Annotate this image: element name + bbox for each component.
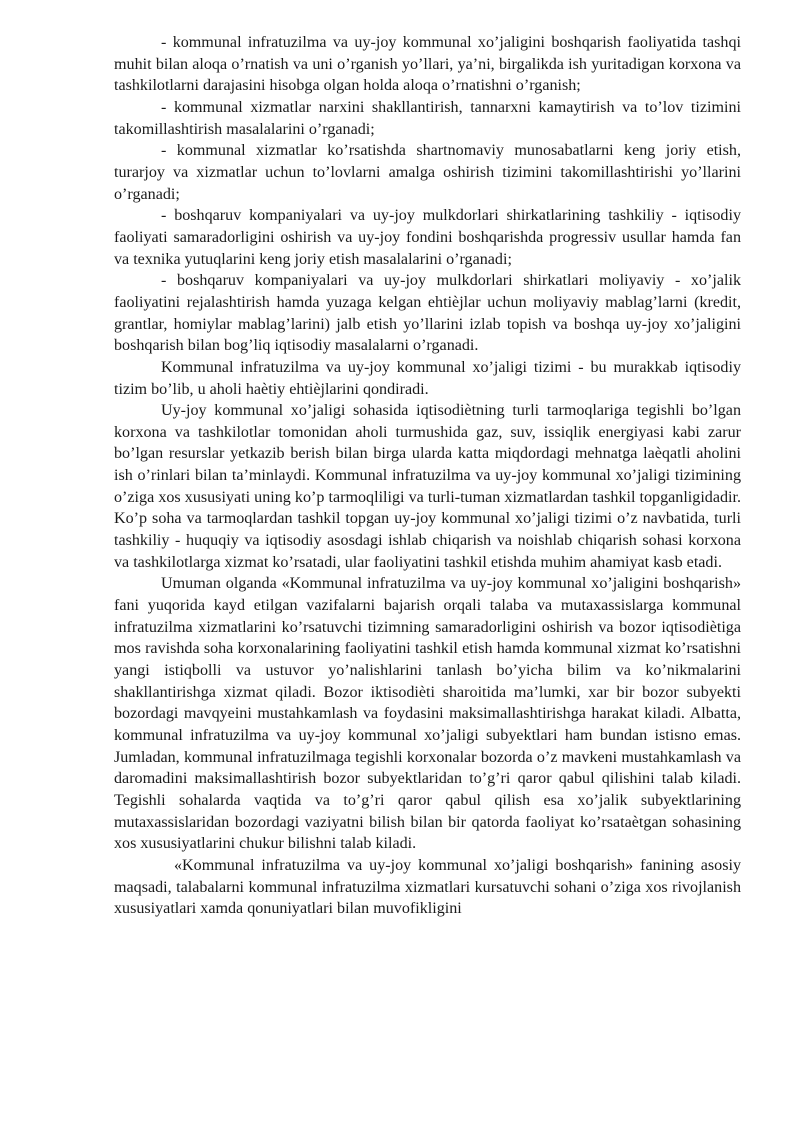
document-page — [114, 32, 741, 920]
paragraph-course-purpose: Umuman olganda «Kommunal infratuzilma va uy-joy kommunal xo’jaligini boshqarish» fani yuqorida kayd etilgan vazifalarni bajarish orqali talaba va mutaxassislarga kommunal infratuzilma xizmatlarini ko’rsatuvchi tizimning samaradorligini oshirish va bozor iqtisodiètiga mos ravishda soha korxonalarining faoliyatini tashkil etish hamda kommunal xizmat ko’rsatishni yangi istiqbolli va ustuvor yo’nalishlarini tanlash bo’yicha bilim va ko’nikmalarini shakllantirishga xizmat qiladi. Bozor iktisodièti sharoitida ma’lumki, xar bir bozor subyekti bozordagi mavqyeini mustahkamlash va foydasini maksimallashtirishga harakat kiladi. Albatta, kommunal infratuzilma va uy-joy kommunal xo’jaligi subyektlari ham bundan istisno emas. Jumladan, kommunal infratuzilmaga tegishli korxonalar bozorda o’z mavkeni mustahkamlash va daromadini maksimallashtirish bozor subyektlaridan to’g’ri qaror qabul qilishini talab kiladi. Tegishli sohalarda vaqtida va to’g’ri qaror qabul qilish esa xo’jalik subyektlarining mutaxassislaridan bozordagi vaziyatni bilish bilan bir qatorda faoliyat ko’rsataètgan sohasining xos xususiyatlarini chukur bilishni talab kiladi. — [114, 575, 741, 853]
paragraph-system-definition: Kommunal infratuzilma va uy-joy kommunal xo’jaligi tizimi - bu murakkab iqtisodiy tizim bo’lib, u aholi haètiy ehtièjlarini qondiradi. — [114, 358, 741, 398]
paragraph-sector-features: Uy-joy kommunal xo’jaligi sohasida iqtisodiètning turli tarmoqlariga tegishli bo’lgan korxona va tashkilotlar tomonidan aholi turmushida gaz, suv, issiqlik energiyasi kabi zarur bo’lgan resurslar yetkazib berish bilan birga ularda katta miqdordagi mehnatga laèqatli aholini ish o’rinlari bilan ta’minlaydi. Kommunal infratuzilma va uy-joy kommunal xo’jaligi tizimining o’ziga xos xususiyati uning ko’p tarmoqliligi va turli-tuman xizmatlardan tashkil topganligidadir. Ko’p soha va tarmoqlardan tashkil topgan uy-joy kommunal xo’jaligi tizimi o’z navbatida, turli tashkiliy - huquqiy va iqtisodiy asosdagi ishlab chiqarish va noishlab chiqarish sohasi korxona va tashkilotlarga xizmat ko’rsatadi, ular faoliyatini tashkil etishda muhim ahamiyat kasb etadi. — [114, 402, 741, 571]
paragraph-contracts: - kommunal xizmatlar ko’rsatishda shartnomaviy munosabatlarni keng joriy etish, turarjoy va xizmatlar uchun to’lovlarni amalga oshirish tizimini takomillashtirishi yo’llarini o’rganadi; — [114, 142, 741, 203]
paragraph-external-relations: - kommunal infratuzilma va uy-joy kommunal xo’jaligini boshqarish faoliyatida tashqi muhit bilan aloqa o’rnatish va uni o’rganish yo’llari, ya’ni, birgalikda ish yuritadigan korxona va tashkilotlarni darajasini hisobga olgan holda aloqa o’rnatishni o’rganish; — [114, 34, 741, 95]
paragraph-financial-planning: - boshqaruv kompaniyalari va uy-joy mulkdorlari shirkatlari moliyaviy - xo’jalik faoliyatini rejalashtirish hamda yuzaga kelgan ehtièjlar uchun moliyaviy mablag’larni (kredit, grantlar, homiylar mablag’larini) jalb etish yo’llarini izlab topish va boshqa uy-joy xo’jaligini boshqarish bilan bog’liq iqtisodiy masalalarni o’rganadi. — [114, 272, 741, 355]
paragraph-management-efficiency: - boshqaruv kompaniyalari va uy-joy mulkdorlari shirkatlarining tashkiliy - iqtisodiy faoliyati samaradorligini oshirish va uy-joy fondini boshqarishda progressiv usullar hamda fan va texnika yutuqlarini keng joriy etish masalalarini o’rganadi; — [114, 207, 741, 268]
paragraph-course-goal: «Kommunal infratuzilma va uy-joy kommunal xo’jaligi boshqarish» fanining asosiy maqsadi, talabalarni kommunal infratuzilma xizmatlari kursatuvchi sohani o’ziga xos rivojlanish xususiyatlari xamda qonuniyatlari bilan muvofikligini — [114, 856, 741, 918]
paragraph-pricing: - kommunal xizmatlar narxini shakllantirish, tannarxni kamaytirish va to’lov tizimini takomillashtirish masalalarini o’rganadi; — [114, 98, 741, 138]
